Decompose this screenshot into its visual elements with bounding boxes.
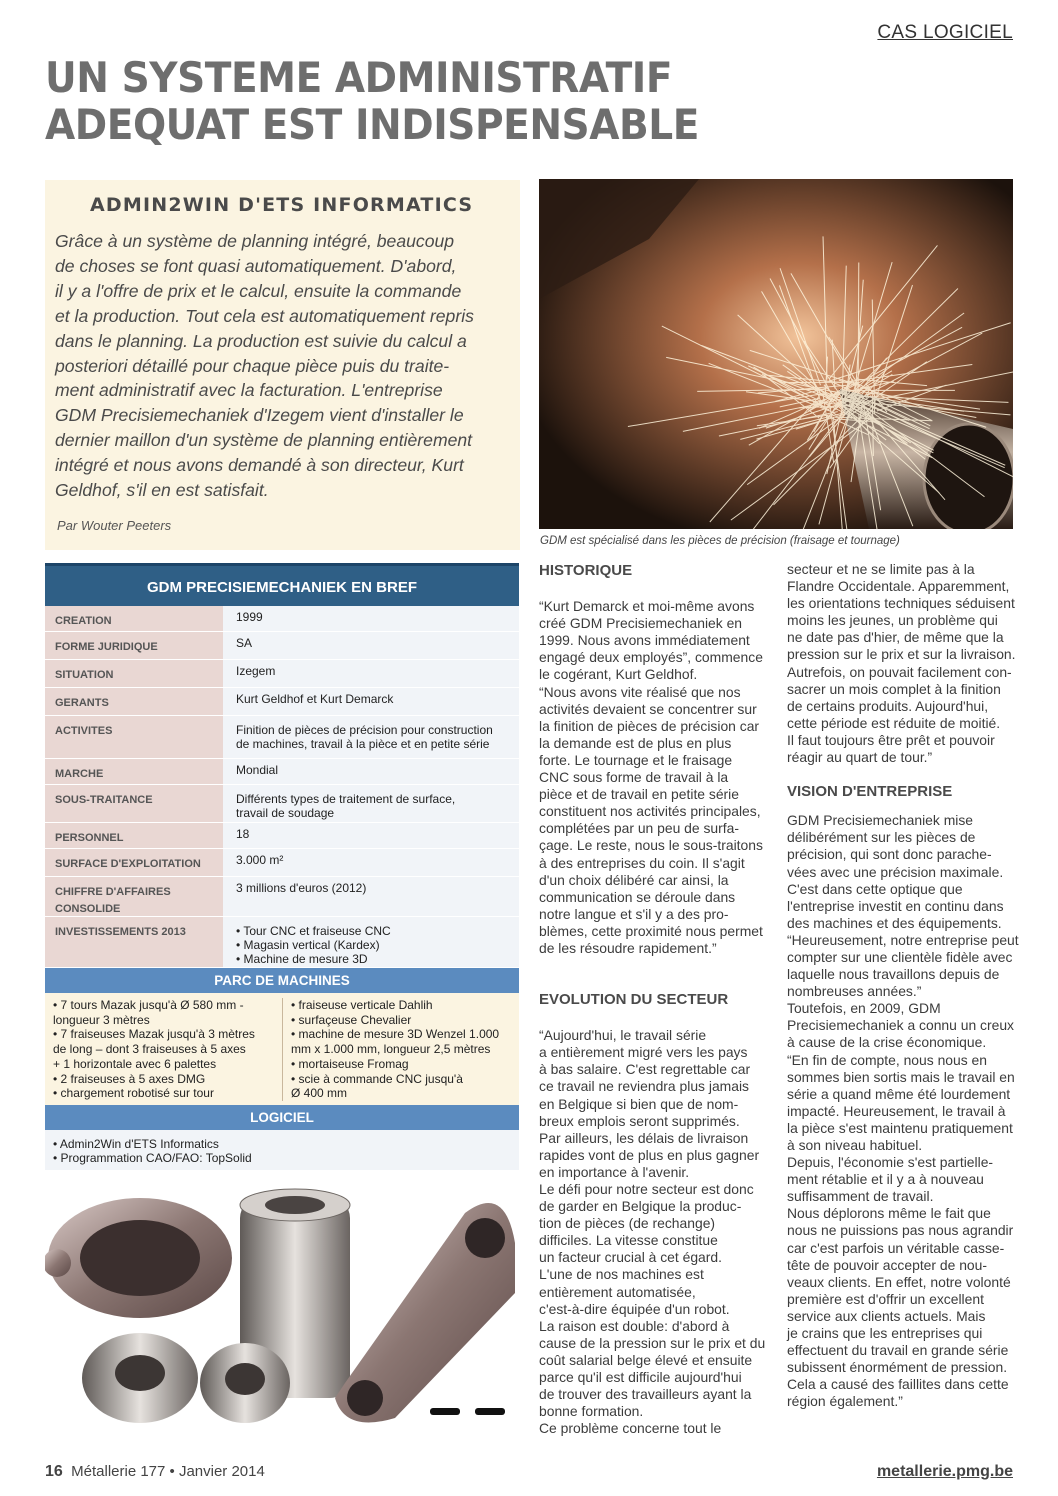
machine-item: • 2 fraiseuses à 5 axes DMG — [53, 1071, 206, 1086]
machine-item: • 7 fraiseuses Mazak jusqu'à 3 mètres — [53, 1027, 255, 1042]
table-title: GDM PRECISIEMECHANIEK EN BREF — [45, 563, 519, 606]
photo-caption: GDM est spécialisé dans les pièces de précision (fraisage et tournage) — [540, 535, 900, 547]
intro-line: il y a l'offre de prix et le calcul, ensuite la commande — [55, 280, 462, 301]
text-line: “Kurt Demarck et moi-même avons — [539, 598, 755, 615]
text-line: à cause de la crise économique. — [787, 1034, 987, 1051]
text-line: série a quand même été lourdement — [787, 1085, 1011, 1102]
machined-parts-illustration — [45, 1183, 520, 1433]
row-value — [223, 877, 519, 916]
row-label-line: CONSOLIDE — [55, 903, 121, 915]
text-line: bonne formation. — [539, 1403, 644, 1420]
text-line: tête de pouvoir accepter de nou- — [787, 1256, 988, 1273]
text-line: Il faut toujours être prêt et pouvoir — [787, 731, 995, 748]
text-line: C'est dans cette optique que — [787, 880, 963, 897]
row-label-line: MARCHE — [55, 768, 104, 780]
text-line: Ce problème concerne tout le — [539, 1420, 722, 1437]
text-line: pièce et de travail en petite série — [539, 786, 739, 803]
text-line: précision, qui sont donc parache- — [787, 846, 992, 863]
machine-item: • surfaçeuse Chevalier — [291, 1012, 412, 1027]
intro-line: ment administratif avec la facturation. L'entreprise — [55, 380, 443, 401]
row-label — [45, 688, 223, 715]
intro-line: GDM Precisiemechaniek d'Izegem vient d'installer le — [55, 405, 464, 426]
text-line: La raison est double: d'abord à — [539, 1317, 730, 1334]
text-line: de les résoudre rapidement.” — [539, 939, 717, 956]
row-value-line: Finition de pièces de précision pour construction — [236, 723, 493, 737]
machine-item: • mortaiseuse Fromag — [291, 1056, 409, 1071]
text-line: “Heureusement, notre entreprise peut — [787, 931, 1019, 948]
machine-item: • machine de mesure 3D Wenzel 1.000 — [291, 1027, 500, 1042]
text-line: complétées par un peu de surfa- — [539, 820, 739, 837]
text-line: service aux clients actuels. Mais — [787, 1307, 986, 1324]
folio — [45, 1463, 265, 1481]
sparks-photo — [539, 179, 1013, 529]
table-row — [45, 849, 519, 877]
intro-text — [55, 229, 510, 503]
historique-text — [539, 598, 769, 957]
machine-item: de long – dont 3 fraiseuses à 5 axes — [53, 1042, 246, 1057]
text-line: d'un choix délibéré car ainsi, la — [539, 871, 729, 888]
issue-info: Métallerie 177 • Janvier 2014 — [71, 1463, 265, 1480]
text-line: Nous déplorons même le fait que — [787, 1205, 991, 1222]
column-2-continuation-text — [787, 561, 1017, 766]
row-value — [223, 716, 519, 758]
text-line: rapides vont de plus en plus gagner — [539, 1146, 760, 1163]
page-headline — [45, 54, 882, 148]
row-value — [223, 606, 519, 631]
text-line: je crains que les entreprises qui — [787, 1325, 983, 1342]
row-value-line: 3.000 m² — [236, 853, 284, 867]
text-line: nous ne puissions pas nous agrandir — [787, 1222, 1014, 1239]
text-line: breux emplois seront supprimés. — [539, 1112, 740, 1129]
table-row — [45, 823, 519, 849]
row-value — [223, 917, 519, 967]
machined-parts-photo — [45, 1183, 520, 1433]
row-label-line: FORME JURIDIQUE — [55, 641, 158, 653]
text-line: la demande est de plus en plus — [539, 734, 732, 751]
text-line: un facteur crucial à cet égard. — [539, 1249, 722, 1266]
intro-line: et la production. Tout cela est automatiquement repris — [55, 305, 474, 326]
text-line: les orientations techniques séduisent — [787, 595, 1015, 612]
row-label-line: SITUATION — [55, 669, 114, 681]
text-line: Depuis, l'économie s'est partielle- — [787, 1154, 994, 1171]
row-value-line: 3 millions d'euros (2012) — [236, 881, 367, 895]
headline-line: ADEQUAT EST INDISPENSABLE — [45, 100, 699, 149]
intro-line: posteriori détaillé pour chaque pièce puis du traite- — [55, 355, 450, 376]
row-label — [45, 785, 223, 822]
text-line: effectuent du travail en grande série — [787, 1342, 1009, 1359]
text-line: première est d'offrir un excellent — [787, 1290, 984, 1307]
row-value-line: Kurt Geldhof et Kurt Demarck — [236, 692, 394, 706]
website-link[interactable]: metallerie.pmg.be — [876, 1463, 1013, 1480]
section-heading-historique: HISTORIQUE — [539, 562, 633, 579]
software-heading: LOGICIEL — [45, 1105, 519, 1130]
sparks-photo-illustration — [539, 179, 1013, 529]
intro-line: Grâce à un système de planning intégré, beaucoup — [55, 231, 455, 251]
text-line: ment rétablie et il y a à nouveau — [787, 1171, 984, 1188]
text-line: sacrer un mois complet à la finition — [787, 680, 1001, 697]
text-line: blèmes, cette proximité nous permet — [539, 922, 763, 939]
machine-item: • 7 tours Mazak jusqu'à Ø 580 mm - — [53, 998, 244, 1012]
text-line: vées avec une précision maximale. — [787, 863, 1004, 880]
row-value — [223, 632, 519, 659]
text-line: car c'est parfois un véritable casse- — [787, 1239, 1005, 1256]
text-line: Par ailleurs, les délais de livraison — [539, 1129, 749, 1146]
row-label-line: INVESTISSEMENTS 2013 — [55, 926, 186, 938]
intro-line: intégré et nous avons demandé à son directeur, Kurt — [55, 455, 464, 476]
text-line: l'entreprise investit en continu dans — [787, 897, 1004, 914]
text-line: constituent nos activités principales, — [539, 803, 761, 820]
row-value — [223, 823, 519, 848]
machine-item: • fraiseuse verticale Dahlih — [291, 998, 433, 1012]
section-heading-evolution: EVOLUTION DU SECTEUR — [539, 991, 729, 1009]
row-label — [45, 606, 223, 631]
machine-item: • chargement robotisé sur tour — [53, 1086, 214, 1101]
text-line: région également.” — [787, 1393, 903, 1410]
text-line: nombreuses années.” — [787, 983, 922, 1000]
text-line: cette période est réduite de moitié. — [787, 714, 1001, 731]
text-line: des machines et des équipements. — [787, 914, 1002, 931]
row-value — [223, 688, 519, 715]
article-column-2 — [787, 561, 1017, 1411]
text-line: à bas salaire. C'est regrettable car — [539, 1061, 751, 1078]
row-value-line: Mondial — [236, 763, 279, 777]
software-item: • Admin2Win d'ETS Informatics — [53, 1136, 219, 1151]
software-list — [45, 1130, 519, 1170]
row-label — [45, 877, 223, 916]
row-value-line: • Magasin vertical (Kardex) — [236, 938, 380, 952]
text-line: impacté. Heureusement, le travail à — [787, 1102, 1006, 1119]
byline: Par Wouter Peeters — [57, 518, 172, 533]
intro-line: Geldhof, s'il en est satisfait. — [55, 480, 269, 501]
text-line: Autrefois, on pouvait facilement con- — [787, 663, 1012, 680]
text-line: délibérément sur les pièces de — [787, 829, 976, 846]
text-line: çage. Le reste, nous le sous-traitons — [539, 837, 763, 854]
headline-line: UN SYSTEME ADMINISTRATIF — [45, 53, 673, 102]
row-value-line: de machines, travail à la pièce et en petite série — [236, 737, 490, 751]
text-line: en importance à l'avenir. — [539, 1163, 690, 1180]
table-row — [45, 660, 519, 688]
table-row — [45, 759, 519, 785]
text-line: CNC sous forme de travail à la — [539, 769, 729, 786]
table-row — [45, 917, 519, 968]
intro-line: dans le planning. La production est suivie du calcul a — [55, 330, 467, 351]
row-label — [45, 849, 223, 876]
article-column-1 — [539, 562, 769, 1437]
text-line: tion de pièces (de rechange) — [539, 1215, 716, 1232]
text-line: à son niveau habituel. — [787, 1137, 923, 1153]
text-line: GDM Precisiemechaniek mise — [787, 812, 974, 829]
row-label-line: ACTIVITES — [55, 725, 113, 737]
row-label-line: CREATION — [55, 615, 112, 627]
text-line: de certains produits. Aujourd'hui, — [787, 697, 989, 714]
text-line: forte. Le tournage et le fraisage — [539, 751, 733, 768]
text-line: difficiles. La vitesse constitue — [539, 1232, 718, 1249]
row-label — [45, 660, 223, 687]
row-value-line: • Machine de mesure 3D — [236, 952, 368, 966]
row-label — [45, 632, 223, 659]
section-heading-vision: VISION D'ENTREPRISE — [787, 783, 953, 801]
row-label-line: SURFACE D'EXPLOITATION — [55, 858, 201, 870]
row-value-line: 1999 — [236, 610, 263, 624]
row-value-line: travail de soudage — [236, 806, 335, 820]
machine-item: mm x 1.000 mm, longueur 2,5 mètres — [291, 1042, 491, 1057]
machines-column-left — [45, 998, 282, 1101]
text-line: a entièrement migré vers les pays — [539, 1044, 748, 1061]
row-value — [223, 759, 519, 784]
text-line: communication se déroule dans — [539, 888, 736, 905]
row-label — [45, 823, 223, 848]
text-line: Le défi pour notre secteur est donc — [539, 1181, 754, 1197]
text-line: L'une de nos machines est — [539, 1266, 704, 1283]
text-line: Flandre Occidentale. Apparemment, — [787, 578, 1010, 595]
text-line: à des entreprises du coin. Il s'agit — [539, 854, 745, 871]
text-line: le cogérant, Kurt Geldhof. — [539, 666, 698, 683]
text-line: “Nous avons vite réalisé que nos — [539, 683, 741, 700]
text-line: “Aujourd'hui, le travail série — [539, 1027, 707, 1044]
intro-title: ADMIN2WIN D'ETS INFORMATICS — [90, 194, 474, 216]
text-line: notre langue et s'il y a des pro- — [539, 905, 729, 922]
text-line: veaux clients. En effet, notre volonté — [787, 1273, 1011, 1290]
row-label-line: PERSONNEL — [55, 832, 124, 844]
text-line: créé GDM Precisiemechaniek en — [539, 615, 743, 632]
text-line: secteur et ne se limite pas à la — [787, 561, 975, 577]
machine-item: Ø 400 mm — [291, 1086, 348, 1101]
row-label-line: GERANTS — [55, 697, 109, 709]
text-line: Toutefois, en 2009, GDM — [787, 1000, 941, 1017]
text-line: en Belgique si bien que de nom- — [539, 1095, 739, 1112]
text-line: laquelle nous travaillons depuis de — [787, 966, 1000, 983]
machine-item: longueur 3 mètres — [53, 1012, 150, 1027]
text-line: pression sur le prix et sur la livraison. — [787, 646, 1016, 663]
machines-heading: PARC DE MACHINES — [45, 968, 519, 993]
text-line: suffisamment de travail. — [787, 1188, 934, 1205]
text-line: entièrement automatisée, — [539, 1283, 696, 1300]
intro-line: de choses se font quasi automatiquement. D'abord, — [55, 255, 457, 276]
row-value — [223, 849, 519, 876]
vision-text — [787, 812, 1017, 1410]
table-row — [45, 606, 519, 632]
row-label-line: CHIFFRE D'AFFAIRES — [55, 886, 171, 898]
table-rows — [45, 606, 519, 968]
evolution-text — [539, 1027, 769, 1437]
machines-list — [45, 993, 519, 1105]
text-line: parce qu'il est difficile aujourd'hui — [539, 1369, 742, 1386]
row-value — [223, 785, 519, 822]
row-value-line: • Tour CNC et fraiseuse CNC — [236, 924, 391, 938]
table-row — [45, 688, 519, 716]
spark-streak — [858, 263, 859, 395]
page-number: 16 — [45, 1463, 63, 1480]
row-label — [45, 716, 223, 758]
machine-item: + 1 horizontale avec 6 palettes — [53, 1056, 217, 1071]
text-line: Cela a causé des faillites dans cette — [787, 1376, 1009, 1393]
text-line: ce travail ne reviendra plus jamais — [539, 1078, 750, 1095]
row-value-line: 18 — [236, 827, 250, 841]
row-label — [45, 917, 223, 967]
text-line: la pièce s'est maintenu pratiquement — [787, 1119, 1013, 1136]
text-line: activités devaient se concentrer sur — [539, 700, 757, 717]
text-line: cause de la pression sur le prix et du — [539, 1334, 766, 1351]
text-line: de trouver des travailleurs ayant la — [539, 1386, 752, 1403]
software-item: • Programmation CAO/FAO: TopSolid — [53, 1151, 252, 1166]
intro-line: dernier maillon d'un système de planning entièrement — [55, 430, 473, 451]
row-value-line: Izegem — [236, 664, 276, 678]
row-value-line: SA — [236, 636, 253, 650]
row-value — [223, 660, 519, 687]
text-line: ne date pas d'hier, de même que la — [787, 629, 1004, 646]
text-line: sommes bien sortis mais le travail en — [787, 1068, 1015, 1085]
text-line: coût salarial belge élevé et ensuite — [539, 1351, 753, 1368]
text-line: réagir au quart de tour.” — [787, 749, 933, 766]
table-row — [45, 877, 519, 917]
row-value-line: Différents types de traitement de surface, — [236, 792, 456, 806]
text-line: Precisiemechaniek a connu un creux — [787, 1017, 1015, 1034]
table-row — [45, 632, 519, 660]
row-label-line: SOUS-TRAITANCE — [55, 794, 153, 806]
text-line: “En fin de compte, nous nous en — [787, 1051, 987, 1068]
row-label — [45, 759, 223, 784]
fact-table — [45, 563, 519, 1170]
machines-column-right — [282, 998, 519, 1101]
table-row — [45, 785, 519, 823]
section-tag: CAS LOGICIEL — [877, 22, 1013, 43]
text-line: c'est-à-dire équipée d'un robot. — [539, 1300, 730, 1317]
text-line: subissent énormément de pression. — [787, 1359, 1008, 1376]
text-line: compter sur une clientèle fidèle avec — [787, 948, 1013, 965]
text-line: la finition de pièces de précision car — [539, 717, 760, 734]
machine-item: • scie à commande CNC jusqu'à — [291, 1071, 463, 1086]
text-line: engagé deux employés”, commence — [539, 649, 763, 666]
text-line: 1999. Nous avons immédiatement — [539, 632, 750, 649]
text-line: de garder en Belgique la produc- — [539, 1198, 742, 1215]
text-line: moins les jeunes, un problème qui — [787, 612, 998, 629]
table-row — [45, 716, 519, 759]
